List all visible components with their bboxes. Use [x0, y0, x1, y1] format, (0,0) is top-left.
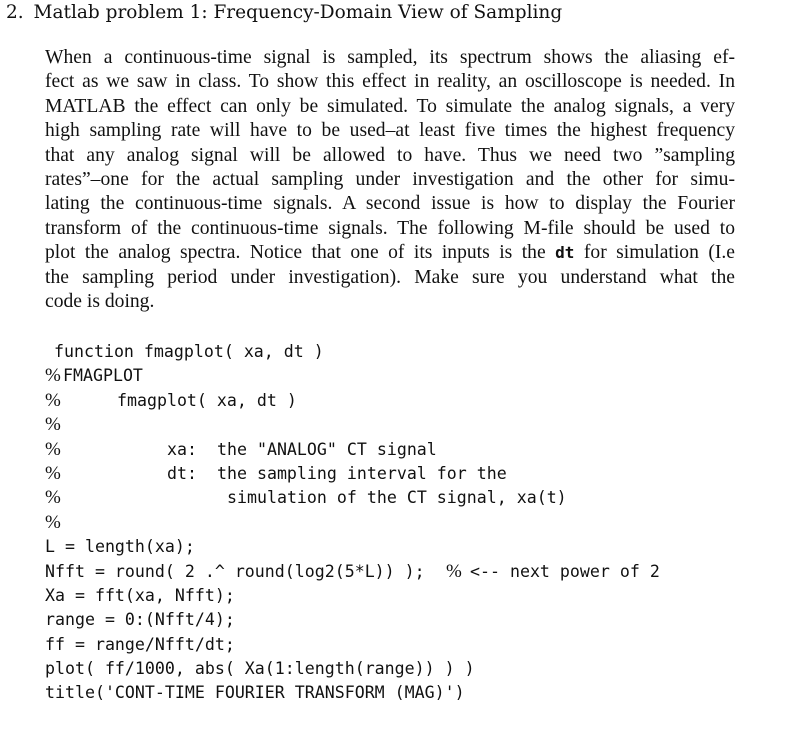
code-statement: title('CONT-TIME FOURIER TRANSFORM (MAG)'): [45, 683, 465, 703]
comment-marker: %: [45, 414, 61, 436]
arg-description: the "ANALOG" CT signal: [217, 439, 437, 459]
arg-description: simulation of the CT signal, xa(t): [227, 488, 567, 508]
comment-marker: %: [45, 389, 61, 411]
arg-description: the sampling interval for the: [217, 463, 507, 483]
code-line: [0, 340, 794, 364]
code-line: [0, 633, 794, 657]
function-signature: function fmagplot( xa, dt ): [54, 342, 324, 361]
code-statement: Nfft = round( 2 .^ round(log2(5*L)) );: [45, 561, 425, 581]
paragraph-line-with-code: [45, 241, 735, 265]
comment-marker: %: [446, 560, 462, 582]
code-statement: Xa = fft(xa, Nfft);: [45, 585, 235, 605]
code-listing: [0, 340, 794, 706]
code-line: [0, 657, 794, 681]
body-paragraph: [45, 46, 735, 314]
arg-name: xa:: [167, 439, 197, 459]
comment-marker: %: [45, 365, 61, 387]
paragraph-line: the sampling period under investigation). Make sure you understand what the: [45, 266, 735, 288]
comment-usage: fmagplot( xa, dt ): [117, 390, 297, 410]
paragraph-line: high sampling rate will have to be used–at least five times the highest frequency: [45, 120, 735, 142]
section-title: Matlab problem 1: Frequency-Domain View of Sampling: [33, 2, 563, 23]
code-line: [0, 486, 794, 510]
code-line: [0, 681, 794, 705]
code-line: [0, 535, 794, 559]
arg-name: dt:: [167, 463, 197, 483]
code-statement: plot( ff/1000, abs( Xa(1:length(range)) ) ): [45, 659, 475, 679]
paragraph-line: fect as we saw in class. To show this effect in reality, an oscilloscope is needed. In: [45, 71, 735, 93]
code-line: [0, 364, 794, 388]
section-number: 2.: [6, 2, 24, 23]
code-statement: ff = range/Nfft/dt;: [45, 634, 235, 654]
comment-title: FMAGPLOT: [63, 366, 143, 386]
comment-marker: %: [45, 462, 61, 484]
paragraph-line: MATLAB the effect can only be simulated. To simulate the analog signals, a very: [45, 95, 735, 117]
code-statement: range = 0:(Nfft/4);: [45, 610, 235, 630]
code-statement: L = length(xa);: [45, 537, 195, 557]
paragraph-line: rates”–one for the actual sampling under investigation and the other for simu-: [45, 168, 735, 190]
code-line: [0, 462, 794, 486]
code-line: [0, 438, 794, 462]
code-line: [0, 560, 794, 584]
paragraph-line: code is doing.: [45, 290, 155, 312]
comment-marker: %: [45, 487, 61, 509]
paragraph-line: lating the continuous-time signals. A second issue is how to display the Fourier: [45, 193, 735, 215]
inline-comment: <-- next power of 2: [470, 561, 660, 581]
paragraph-text: for simulation (I.e: [583, 242, 736, 264]
paragraph-line: When a continuous-time signal is sampled, its spectrum shows the aliasing ef-: [45, 47, 735, 68]
code-line: [0, 608, 794, 632]
section-heading: [6, 2, 562, 24]
comment-marker: %: [45, 511, 61, 533]
code-line: [0, 413, 794, 437]
code-line: [0, 389, 794, 413]
code-line: [0, 584, 794, 608]
code-line: [0, 511, 794, 535]
inline-code-dt: dt: [555, 243, 575, 263]
paragraph-line: transform of the continuous-time signals. The following M-file should be used to: [45, 217, 735, 239]
paragraph-line: that any analog signal will be allowed to have. Thus we need two ”sampling: [45, 144, 735, 166]
comment-marker: %: [45, 438, 61, 460]
paragraph-text: plot the analog spectra. Notice that one of its inputs is the: [45, 242, 546, 264]
